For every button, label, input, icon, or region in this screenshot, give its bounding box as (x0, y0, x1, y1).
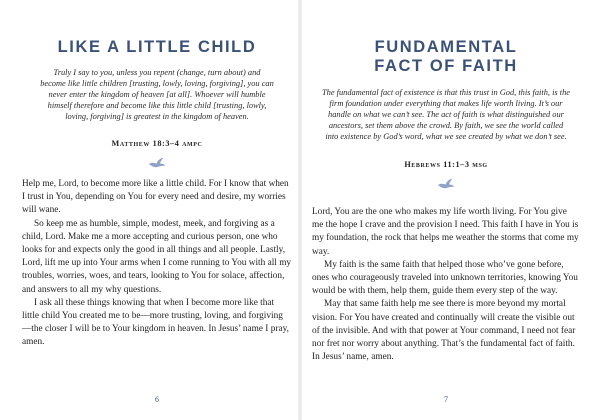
right-page-reference: Hebrews 11:1–3 msg (404, 160, 488, 169)
right-title-line-1: FUNDAMENTAL (374, 38, 518, 56)
left-paragraph-1: Help me, Lord, to become more like a little child. For I know that when I trust in You, depending on You for every need and desire, my worries will wane. (22, 179, 289, 216)
right-paragraph-2: My faith is the same faith that helped those who’ve gone before, ones who courageously traveled into unknown territories, knowing You would be with them, help them, guide them every step of the way. (312, 259, 578, 297)
right-page-verse: The fundamental fact of existence is that this trust in God, this faith, is the firm foundation under everything that makes life worth living. It’s our handle on what we can’t see. The act of faith is what distinguished our ancestors, set them above the crowd. By faith, we see the world called into existence by God’s word, what we see created by what we don’t see. (322, 88, 570, 141)
right-page (312, 0, 580, 420)
left-page-number: 6 (155, 395, 159, 404)
right-page-number: 7 (444, 395, 448, 404)
dove-icon (148, 157, 166, 169)
left-page-verse: Truly I say to you, unless you repent (change, turn about) and become like little children [trusting, lowly, loving, forgiving], you can never enter the kingdom of heaven [at all]. Whoever will humble himself therefore and become like this little child [trusting, lowly, loving, forgiving] is greatest in the kingdom of heaven. (40, 68, 274, 121)
left-page-reference: Matthew 18:3–4 ampc (111, 139, 203, 148)
left-page-title: LIKE A LITTLE CHILD (57, 38, 257, 56)
left-page-body (22, 178, 292, 350)
left-paragraph-2: So keep me as humble, simple, modest, meek, and forgiving as a child, Lord. Make me a more accepting and curious person, one who looks for and expects only the good in all things and all people. Lastly, Lord, lift me up into Your arms when I come running to You with all my troubles, worries, woes, and tears, looking to You for solace, affection, and answers to all my why questions. (22, 218, 292, 295)
left-paragraph-3: I ask all these things knowing that when I become more like that little child You created me to be—more trusting, loving, and forgiving—the closer I will be to Your kingdom in heaven. In Jesus’ name I pray, amen. (22, 297, 289, 348)
left-page (22, 0, 292, 420)
dove-icon (437, 178, 455, 190)
right-paragraph-3: May that same faith help me see there is more beyond my mortal vision. For You have created and continually will create the visible out of the invisible. And with that power at Your command, I need not fear nor fret nor worry about anything. That’s the fundamental fact of faith. In Jesus’ name, amen. (312, 299, 576, 363)
right-page-body (312, 206, 580, 364)
right-paragraph-1: Lord, You are the one who makes my life worth living. For You give me the hope I crave and the provision I need. This faith I have in You is my foundation, the rock that helps me weather the storms that come my way. (312, 207, 579, 257)
right-title-line-2: FACT OF FAITH (374, 57, 518, 75)
page-gutter (298, 0, 302, 420)
right-page-title (312, 38, 580, 76)
